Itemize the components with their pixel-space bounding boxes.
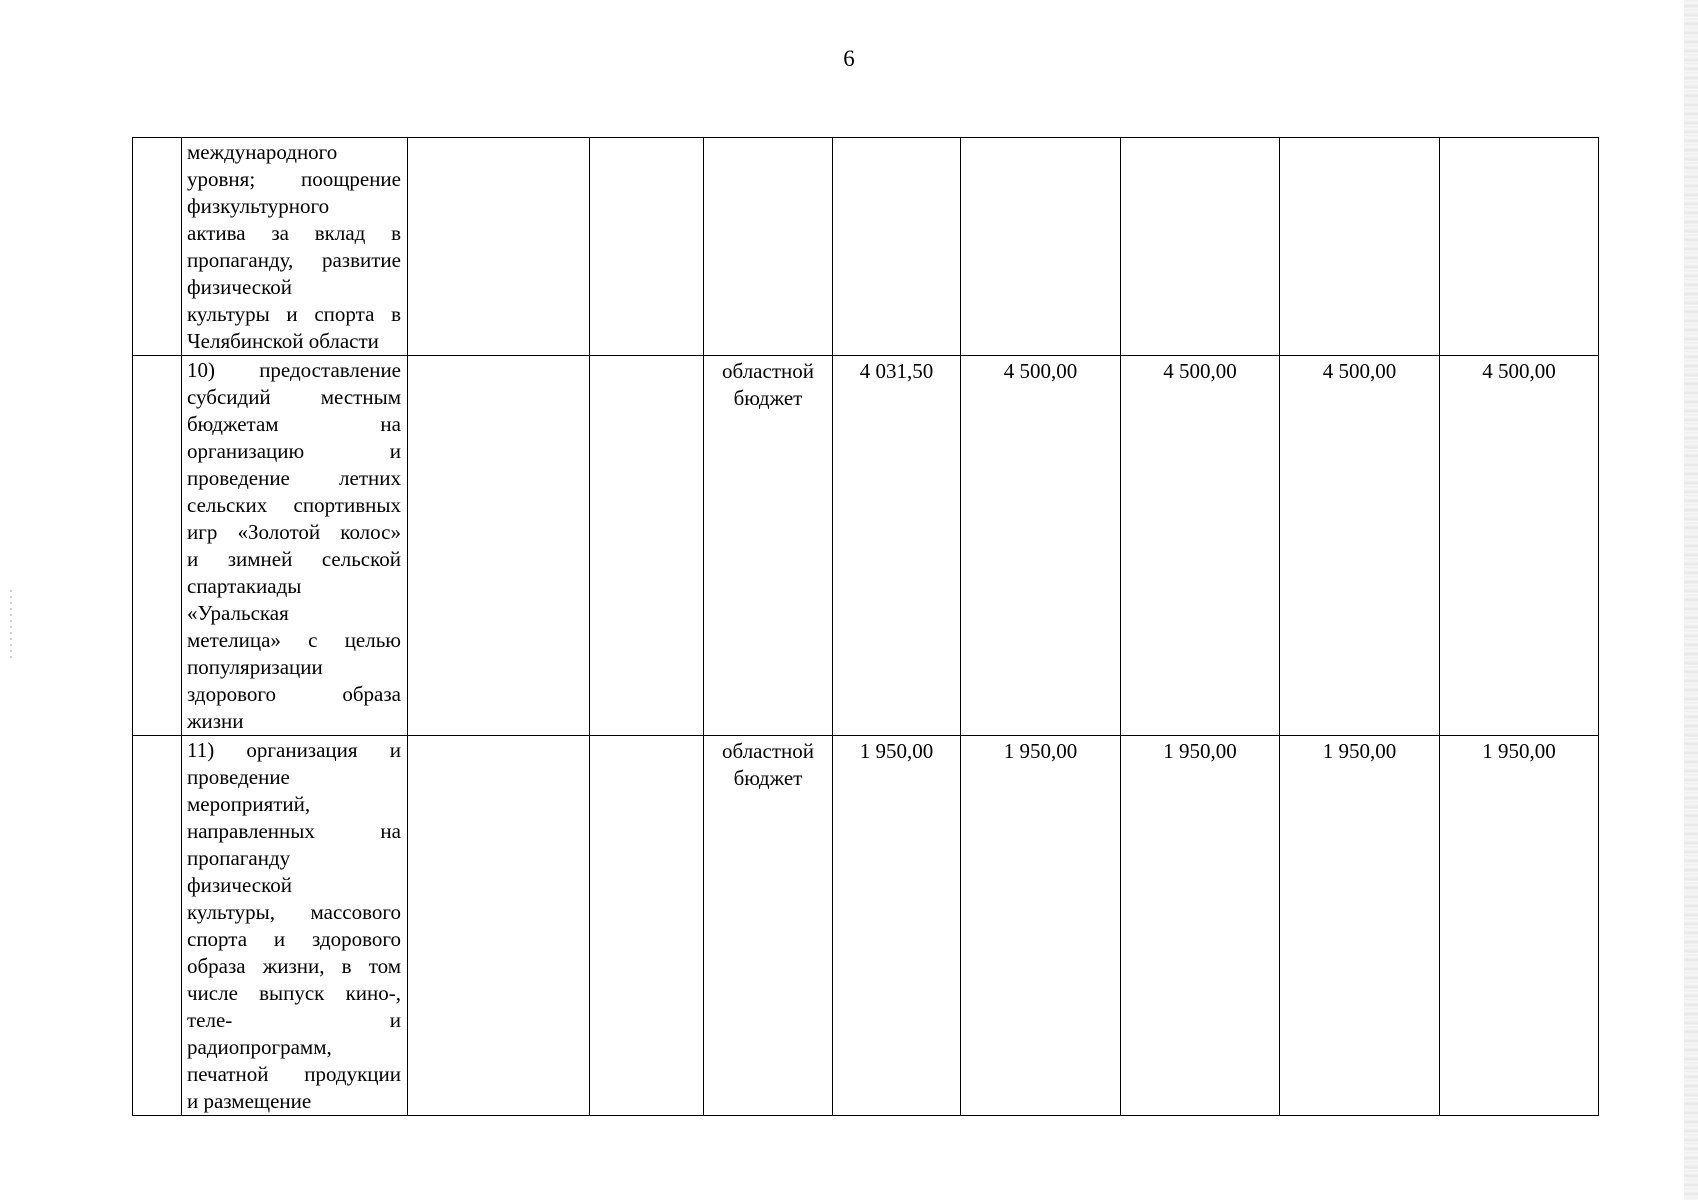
funding-source-cell: областной бюджет — [704, 736, 833, 1116]
scan-margin-mark — [10, 590, 12, 660]
description-line: субсидий местным — [187, 385, 401, 409]
description-line: печатной продукции — [187, 1062, 401, 1086]
deadline-cell — [590, 138, 704, 356]
amount-cell — [961, 138, 1121, 356]
table-row — [133, 138, 1599, 356]
description-line: спартакиады — [187, 574, 302, 598]
table-row — [133, 356, 1599, 736]
description-line: 10) предоставление — [187, 358, 401, 382]
executor-cell — [408, 736, 590, 1116]
description-line: популяризации — [187, 655, 323, 679]
amount-cell: 1 950,00 — [1121, 736, 1280, 1116]
amount-cell: 4 031,50 — [833, 356, 961, 736]
amount-cell: 4 500,00 — [1440, 356, 1599, 736]
description-line: радиопрограмм, — [187, 1035, 332, 1059]
deadline-cell — [590, 736, 704, 1116]
description-line: актива за вклад в — [187, 221, 401, 245]
description-line: сельских спортивных — [187, 493, 401, 517]
description-line: метелица» с целью — [187, 628, 401, 652]
description-line: Челябинской области — [187, 329, 379, 353]
executor-cell — [408, 356, 590, 736]
amount-cell: 1 950,00 — [961, 736, 1121, 1116]
budget-table — [132, 137, 1599, 1116]
amount-cell — [1280, 138, 1440, 356]
deadline-cell — [590, 356, 704, 736]
description-line: и размещение — [187, 1089, 312, 1113]
scan-edge-artifact — [1684, 0, 1698, 1200]
description-line: мероприятий, — [187, 792, 311, 816]
description-cell — [182, 736, 408, 1116]
number-cell — [133, 736, 182, 1116]
funding-source-cell: областной бюджет — [704, 356, 833, 736]
amount-cell: 4 500,00 — [1121, 356, 1280, 736]
description-line: проведение — [187, 765, 290, 789]
description-line: направленных на — [187, 819, 401, 843]
number-cell — [133, 138, 182, 356]
description-line: культуры и спорта в — [187, 302, 401, 326]
description-line: теле- и — [187, 1008, 401, 1032]
description-line: организацию и — [187, 439, 401, 463]
description-line: 11) организация и — [187, 738, 401, 762]
description-line: игр «Золотой колос» — [187, 520, 401, 544]
description-line: проведение летних — [187, 466, 401, 490]
amount-cell — [1121, 138, 1280, 356]
amount-cell — [1440, 138, 1599, 356]
description-line: международного — [187, 140, 338, 164]
description-line: пропаганду, развитие — [187, 248, 401, 272]
description-line: культуры, массового — [187, 900, 401, 924]
description-line: физической — [187, 873, 292, 897]
description-line: физической — [187, 275, 292, 299]
funding-source-cell — [704, 138, 833, 356]
description-line: образа жизни, в том — [187, 954, 401, 978]
page-number: 6 — [843, 46, 855, 71]
description-line: здорового образа — [187, 682, 401, 706]
description-line: уровня; поощрение — [187, 167, 401, 191]
description-line: физкультурного — [187, 194, 330, 218]
table-body — [133, 138, 1599, 1116]
amount-cell — [833, 138, 961, 356]
description-line: жизни — [187, 709, 244, 733]
amount-cell: 4 500,00 — [1280, 356, 1440, 736]
number-cell — [133, 356, 182, 736]
description-line: и зимней сельской — [187, 547, 401, 571]
description-line: числе выпуск кино-, — [187, 981, 401, 1005]
description-cell — [182, 356, 408, 736]
description-line: бюджетам на — [187, 412, 401, 436]
description-line: спорта и здорового — [187, 927, 401, 951]
description-cell — [182, 138, 408, 356]
executor-cell — [408, 138, 590, 356]
amount-cell: 1 950,00 — [1440, 736, 1599, 1116]
description-line: «Уральская — [187, 601, 289, 625]
amount-cell: 4 500,00 — [961, 356, 1121, 736]
amount-cell: 1 950,00 — [1280, 736, 1440, 1116]
description-line: пропаганду — [187, 846, 291, 870]
amount-cell: 1 950,00 — [833, 736, 961, 1116]
table-row — [133, 736, 1599, 1116]
